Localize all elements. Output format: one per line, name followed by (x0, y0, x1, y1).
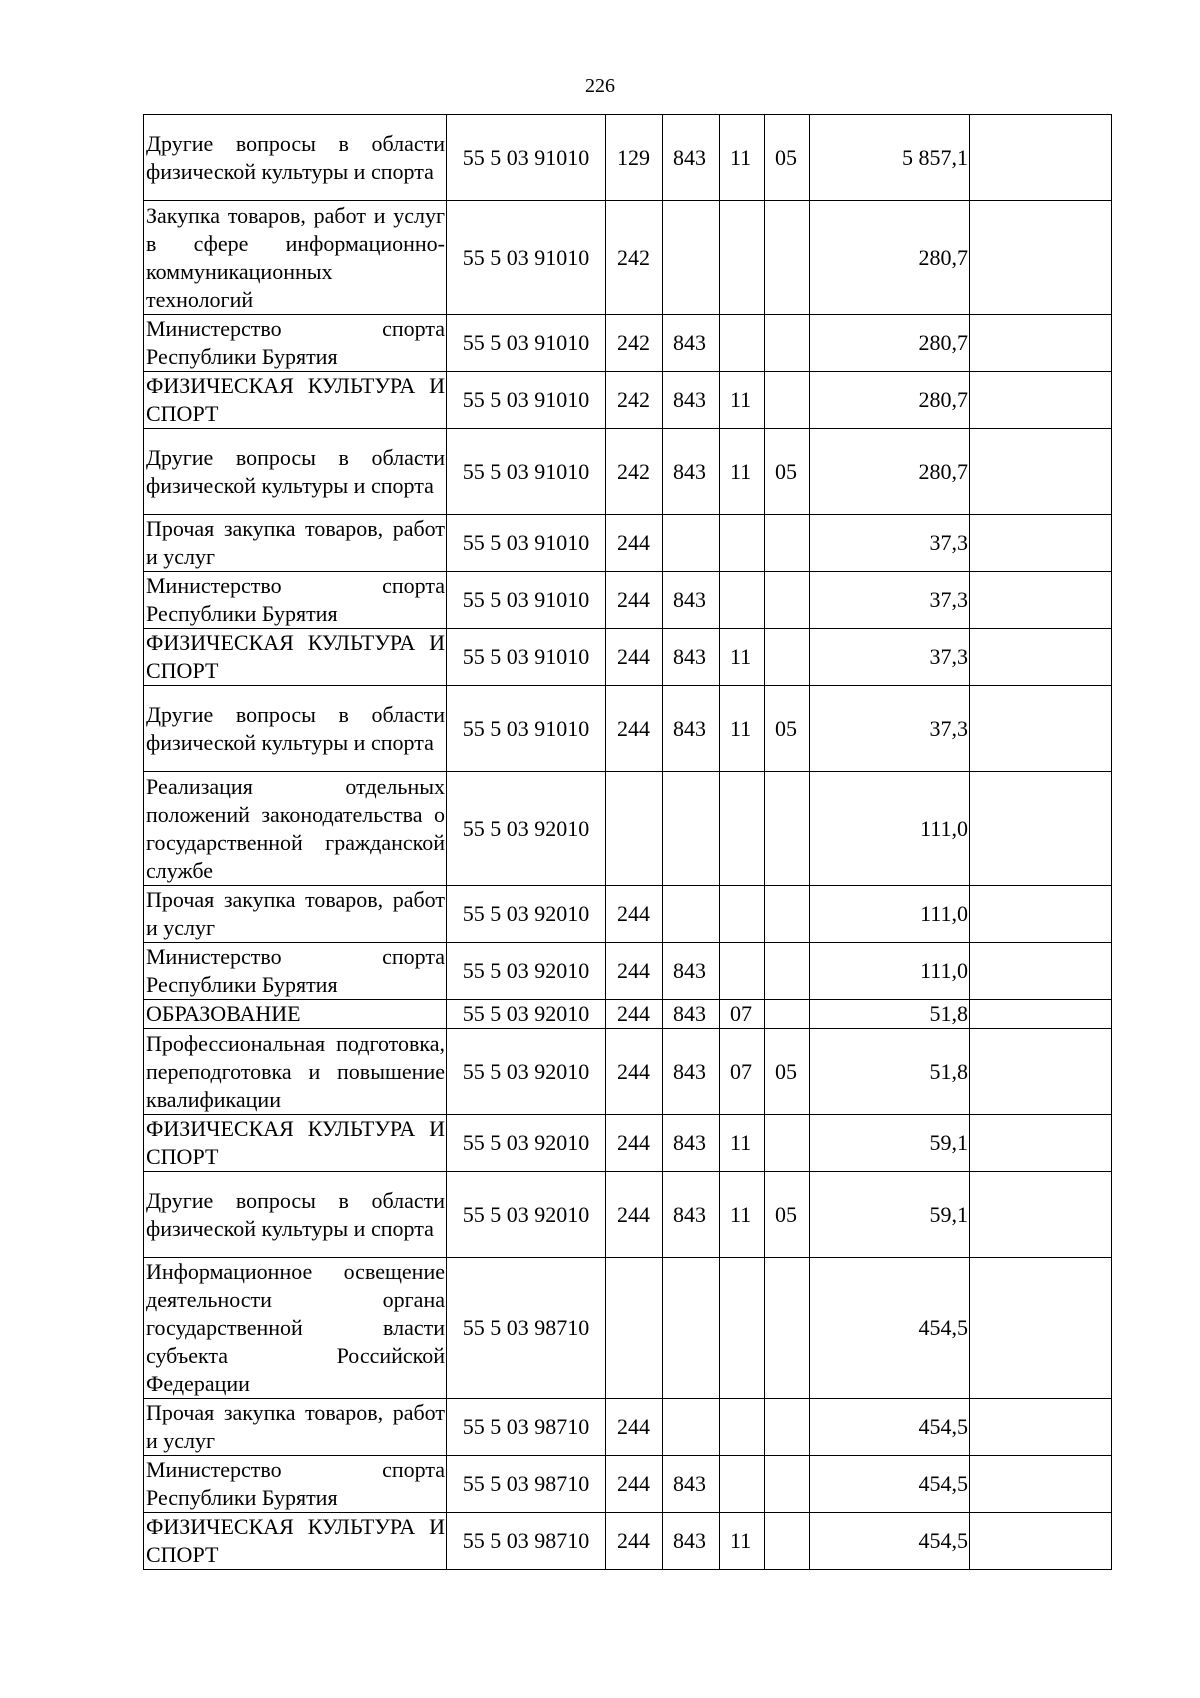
row-section: 11 (720, 1172, 765, 1258)
row-extra (970, 686, 1112, 772)
table-row (144, 686, 1112, 772)
row-section: 11 (720, 429, 765, 515)
row-section: 11 (720, 629, 765, 686)
row-section: 07 (720, 1000, 765, 1029)
row-target-article: 55 5 03 91010 (447, 572, 606, 629)
row-subsection: 05 (765, 429, 810, 515)
row-sum: 51,8 (810, 1000, 970, 1029)
row-sum: 37,3 (810, 515, 970, 572)
row-administrator: 843 (663, 115, 720, 201)
row-subsection (765, 629, 810, 686)
row-expense-type: 244 (606, 1172, 663, 1258)
row-expense-type: 244 (606, 1399, 663, 1456)
row-sum: 454,5 (810, 1456, 970, 1513)
row-name: Реализация отдельных положений законодательства о государственной гражданской службе (144, 772, 447, 886)
row-subsection (765, 1258, 810, 1399)
row-name: Другие вопросы в области физической культуры и спорта (144, 115, 447, 201)
table-row (144, 372, 1112, 429)
row-target-article: 55 5 03 91010 (447, 115, 606, 201)
table-row (144, 115, 1112, 201)
row-name: Профессиональная подготовка, переподготовка и повышение квалификации (144, 1029, 447, 1115)
row-extra (970, 429, 1112, 515)
row-administrator: 843 (663, 686, 720, 772)
row-sum: 111,0 (810, 886, 970, 943)
row-extra (970, 1513, 1112, 1570)
row-name: Министерство спорта Республики Бурятия (144, 943, 447, 1000)
row-sum: 280,7 (810, 429, 970, 515)
row-target-article: 55 5 03 91010 (447, 372, 606, 429)
row-administrator: 843 (663, 1513, 720, 1570)
row-sum: 454,5 (810, 1513, 970, 1570)
row-name: Прочая закупка товаров, работ и услуг (144, 515, 447, 572)
row-administrator (663, 1258, 720, 1399)
row-name: Информационное освещение деятельности органа государственной власти субъекта Российской Федерации (144, 1258, 447, 1399)
table-row (144, 201, 1112, 315)
row-extra (970, 201, 1112, 315)
table-row (144, 629, 1112, 686)
row-section (720, 886, 765, 943)
row-expense-type: 129 (606, 115, 663, 201)
table-row (144, 772, 1112, 886)
row-section (720, 315, 765, 372)
table-row (144, 315, 1112, 372)
row-administrator: 843 (663, 372, 720, 429)
row-target-article: 55 5 03 91010 (447, 686, 606, 772)
row-subsection (765, 1000, 810, 1029)
row-name: Прочая закупка товаров, работ и услуг (144, 1399, 447, 1456)
row-administrator: 843 (663, 572, 720, 629)
table-row (144, 886, 1112, 943)
row-subsection (765, 1513, 810, 1570)
row-target-article: 55 5 03 92010 (447, 1115, 606, 1172)
row-subsection: 05 (765, 686, 810, 772)
row-section (720, 772, 765, 886)
row-subsection (765, 372, 810, 429)
row-expense-type: 244 (606, 1456, 663, 1513)
row-section: 07 (720, 1029, 765, 1115)
row-sum: 454,5 (810, 1399, 970, 1456)
row-expense-type: 244 (606, 886, 663, 943)
row-section (720, 201, 765, 315)
row-expense-type: 244 (606, 1029, 663, 1115)
row-expense-type: 244 (606, 515, 663, 572)
row-subsection (765, 572, 810, 629)
row-sum: 111,0 (810, 943, 970, 1000)
row-section: 11 (720, 1115, 765, 1172)
row-expense-type: 242 (606, 315, 663, 372)
row-expense-type: 244 (606, 1000, 663, 1029)
table-row (144, 572, 1112, 629)
row-section: 11 (720, 372, 765, 429)
row-extra (970, 943, 1112, 1000)
row-name: Министерство спорта Республики Бурятия (144, 315, 447, 372)
row-name: Прочая закупка товаров, работ и услуг (144, 886, 447, 943)
row-sum: 37,3 (810, 572, 970, 629)
row-expense-type: 244 (606, 629, 663, 686)
table-row (144, 1513, 1112, 1570)
row-target-article: 55 5 03 92010 (447, 1000, 606, 1029)
row-section (720, 1456, 765, 1513)
row-name: Другие вопросы в области физической культуры и спорта (144, 1172, 447, 1258)
row-extra (970, 1258, 1112, 1399)
row-subsection (765, 1456, 810, 1513)
row-extra (970, 772, 1112, 886)
row-sum: 280,7 (810, 372, 970, 429)
row-sum: 37,3 (810, 686, 970, 772)
table-row (144, 1399, 1112, 1456)
row-sum: 37,3 (810, 629, 970, 686)
row-sum: 51,8 (810, 1029, 970, 1115)
row-subsection (765, 315, 810, 372)
row-expense-type: 244 (606, 1115, 663, 1172)
row-section (720, 943, 765, 1000)
row-expense-type (606, 1258, 663, 1399)
row-subsection: 05 (765, 1029, 810, 1115)
table-row (144, 1115, 1112, 1172)
row-administrator: 843 (663, 1115, 720, 1172)
row-target-article: 55 5 03 91010 (447, 515, 606, 572)
row-subsection: 05 (765, 115, 810, 201)
row-administrator: 843 (663, 629, 720, 686)
row-expense-type: 242 (606, 372, 663, 429)
row-name: Другие вопросы в области физической культуры и спорта (144, 686, 447, 772)
row-section (720, 572, 765, 629)
row-section: 11 (720, 115, 765, 201)
table-row (144, 1000, 1112, 1029)
row-target-article: 55 5 03 92010 (447, 1172, 606, 1258)
table-row (144, 1029, 1112, 1115)
row-sum: 5 857,1 (810, 115, 970, 201)
page-number: 226 (585, 75, 615, 97)
row-target-article: 55 5 03 92010 (447, 1029, 606, 1115)
row-administrator: 843 (663, 429, 720, 515)
row-administrator: 843 (663, 943, 720, 1000)
row-sum: 111,0 (810, 772, 970, 886)
row-administrator: 843 (663, 315, 720, 372)
row-name: Министерство спорта Республики Бурятия (144, 1456, 447, 1513)
row-expense-type: 244 (606, 572, 663, 629)
row-subsection (765, 1399, 810, 1456)
row-name: ФИЗИЧЕСКАЯ КУЛЬТУРА И СПОРТ (144, 1513, 447, 1570)
table-row (144, 943, 1112, 1000)
row-target-article: 55 5 03 98710 (447, 1456, 606, 1513)
row-extra (970, 315, 1112, 372)
row-sum: 454,5 (810, 1258, 970, 1399)
row-name: ФИЗИЧЕСКАЯ КУЛЬТУРА И СПОРТ (144, 372, 447, 429)
row-name: ФИЗИЧЕСКАЯ КУЛЬТУРА И СПОРТ (144, 629, 447, 686)
row-name: ОБРАЗОВАНИЕ (144, 1000, 447, 1029)
row-section (720, 1258, 765, 1399)
row-target-article: 55 5 03 91010 (447, 429, 606, 515)
row-target-article: 55 5 03 91010 (447, 201, 606, 315)
row-expense-type: 242 (606, 429, 663, 515)
row-name: Закупка товаров, работ и услуг в сфере информационно-коммуникационных технологий (144, 201, 447, 315)
row-expense-type: 244 (606, 686, 663, 772)
row-extra (970, 572, 1112, 629)
row-sum: 280,7 (810, 201, 970, 315)
row-target-article: 55 5 03 92010 (447, 943, 606, 1000)
row-extra (970, 1115, 1112, 1172)
row-section: 11 (720, 1513, 765, 1570)
table-row (144, 1258, 1112, 1399)
row-administrator (663, 772, 720, 886)
row-expense-type: 242 (606, 201, 663, 315)
row-administrator (663, 515, 720, 572)
row-extra (970, 115, 1112, 201)
table-row (144, 515, 1112, 572)
table-row (144, 1456, 1112, 1513)
row-administrator: 843 (663, 1456, 720, 1513)
row-subsection (765, 1115, 810, 1172)
row-sum: 59,1 (810, 1172, 970, 1258)
row-expense-type: 244 (606, 1513, 663, 1570)
row-target-article: 55 5 03 91010 (447, 629, 606, 686)
row-administrator: 843 (663, 1000, 720, 1029)
row-target-article: 55 5 03 91010 (447, 315, 606, 372)
table-row (144, 429, 1112, 515)
row-target-article: 55 5 03 98710 (447, 1399, 606, 1456)
row-expense-type: 244 (606, 943, 663, 1000)
row-extra (970, 372, 1112, 429)
table-row (144, 1172, 1112, 1258)
row-name: ФИЗИЧЕСКАЯ КУЛЬТУРА И СПОРТ (144, 1115, 447, 1172)
row-extra (970, 1029, 1112, 1115)
row-administrator: 843 (663, 1029, 720, 1115)
row-section (720, 1399, 765, 1456)
row-target-article: 55 5 03 98710 (447, 1513, 606, 1570)
row-extra (970, 1456, 1112, 1513)
row-target-article: 55 5 03 92010 (447, 772, 606, 886)
row-sum: 280,7 (810, 315, 970, 372)
row-administrator (663, 201, 720, 315)
row-administrator: 843 (663, 1172, 720, 1258)
row-section (720, 515, 765, 572)
row-subsection (765, 515, 810, 572)
row-extra (970, 1399, 1112, 1456)
row-extra (970, 1000, 1112, 1029)
row-name: Другие вопросы в области физической культуры и спорта (144, 429, 447, 515)
row-subsection (765, 201, 810, 315)
row-sum: 59,1 (810, 1115, 970, 1172)
row-name: Министерство спорта Республики Бурятия (144, 572, 447, 629)
row-expense-type (606, 772, 663, 886)
row-subsection (765, 886, 810, 943)
row-administrator (663, 886, 720, 943)
row-subsection (765, 772, 810, 886)
row-subsection: 05 (765, 1172, 810, 1258)
row-extra (970, 629, 1112, 686)
row-section: 11 (720, 686, 765, 772)
row-subsection (765, 943, 810, 1000)
row-administrator (663, 1399, 720, 1456)
row-target-article: 55 5 03 92010 (447, 886, 606, 943)
row-target-article: 55 5 03 98710 (447, 1258, 606, 1399)
row-extra (970, 515, 1112, 572)
row-extra (970, 886, 1112, 943)
row-extra (970, 1172, 1112, 1258)
budget-table (143, 114, 1112, 1570)
